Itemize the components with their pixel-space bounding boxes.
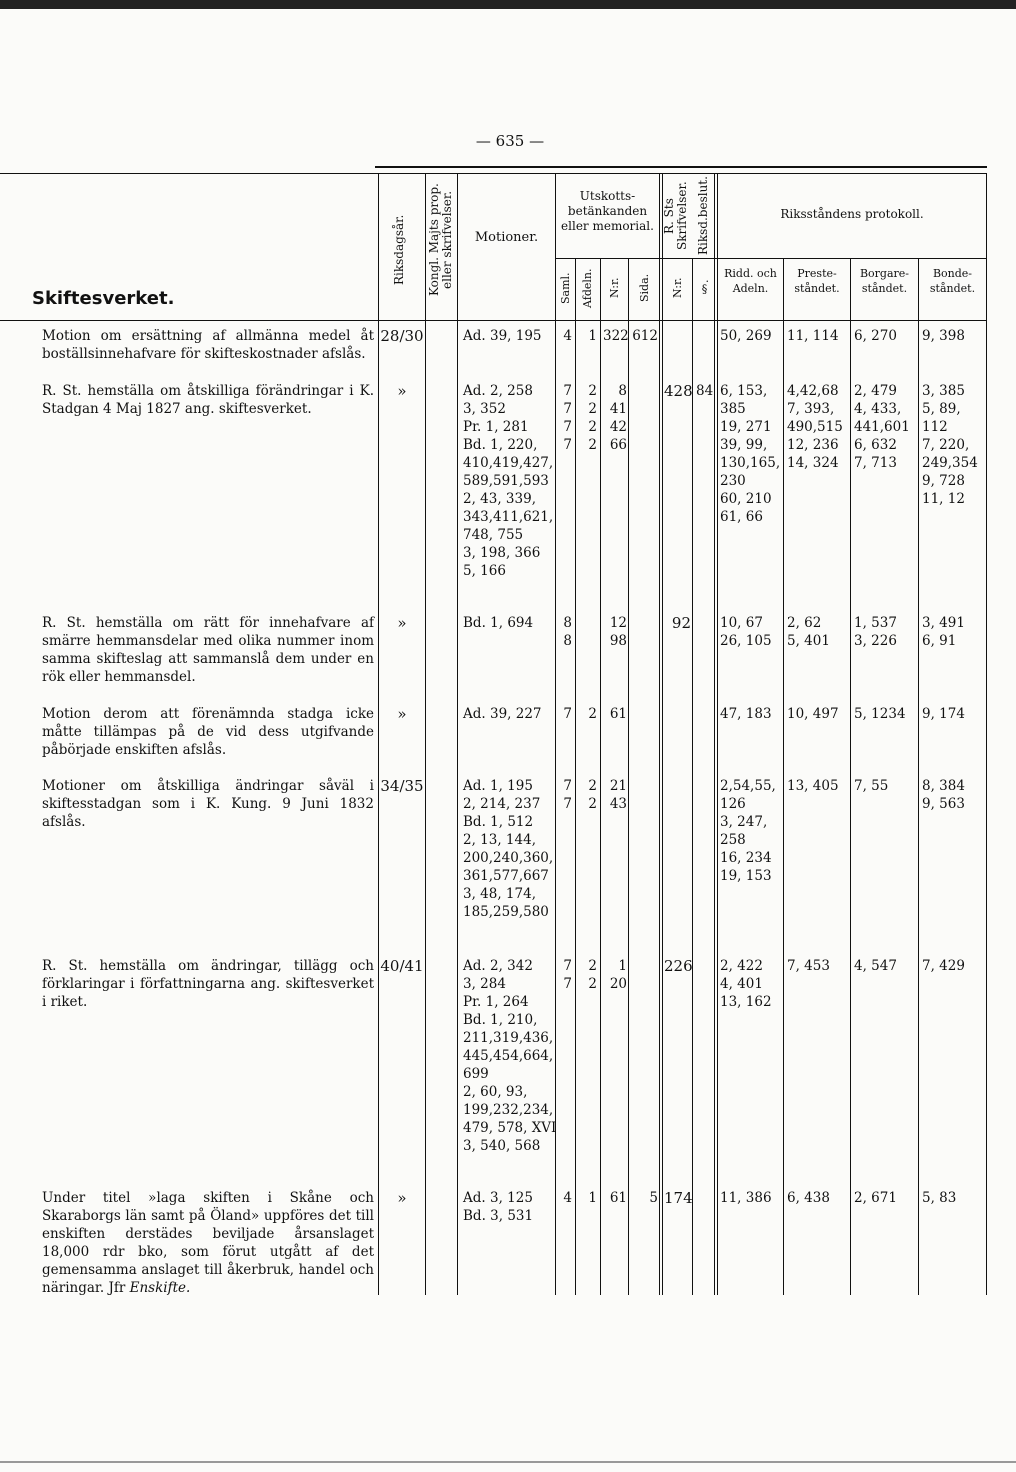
row-motion-ref: 699 [463,1066,489,1082]
row-motion-ref: 3, 48, 174, [463,886,536,902]
row-motion-ref: 479, 578, XVI [463,1120,557,1136]
row-saml: 7 [563,419,572,435]
row-motion-ref: Bd. 1, 210, [463,1012,538,1028]
header-saml: Saml. [559,272,572,304]
row-para: 84 [696,383,714,399]
row-adeln-ref: 13, 162 [720,994,772,1010]
row-bond-ref: 9, 563 [922,796,965,812]
row-prest-ref: 14, 324 [787,455,839,471]
row-bond-ref: 7, 220, [922,437,970,453]
row-motion-ref: Bd. 1, 220, [463,437,538,453]
row-nr: 322 [603,328,629,344]
header-kongl-props: Kongl. Majts prop. eller skrifvelser. [427,183,454,297]
row-riksdagsar: 34/35 [380,777,424,795]
header-para: §. [698,279,711,297]
row-adeln-ref: 4, 401 [720,976,763,992]
col-rule [575,258,576,1295]
row-riksdagsar: 40/41 [380,957,424,975]
row-saml: 7 [563,706,572,722]
row-afdeln: 2 [588,383,597,399]
row-motion-ref: 589,591,593 [463,473,549,489]
row-saml: 7 [563,383,572,399]
row-nr: 61 [609,706,627,722]
row-motion-ref: 2, 13, 144, [463,832,536,848]
header-bottom-rule [0,320,987,321]
row-borg-ref: 1, 537 [854,615,897,631]
row-motion-ref: 3, 284 [463,976,506,992]
rsts-sub-rule [662,258,717,259]
row-prest-ref: 12, 236 [787,437,839,453]
col-rule [662,173,663,1295]
row-bond-ref: 7, 429 [922,958,965,974]
row-nr: 61 [609,1190,627,1206]
header-protokoll: Riksståndens protokoll. [780,207,924,221]
row-adeln-ref: 2,54,55, [720,778,776,794]
row-motion-ref: Ad. 2, 342 [463,958,533,974]
col-rule [986,173,987,1295]
header-bond: Bonde- ståndet. [929,267,976,295]
row-motion-ref: Bd. 3, 531 [463,1208,534,1224]
row-adeln-ref: 60, 210 [720,491,772,507]
row-afdeln: 2 [588,958,597,974]
row-motion-ref: Ad. 2, 258 [463,383,533,399]
row-adeln-ref: 47, 183 [720,706,772,722]
row-nr: 41 [609,401,627,417]
row-afdeln: 2 [588,706,597,722]
row-adeln-ref: 130,165, [720,455,781,471]
header-rsts: R. Sts Skrifvelser. [662,181,689,251]
row-description: Motion om ersättning af allmänna medel åt boställsinnehafvare för skifteskostnader afslås. [42,328,374,362]
row-saml: 7 [563,958,572,974]
row-rsts-nr: 226 [664,957,693,975]
row-adeln-ref: 385 [720,401,746,417]
row-prest-ref: 10, 497 [787,706,839,722]
header-prest: Preste- ståndet. [794,267,840,295]
row-motion-ref: Bd. 1, 512 [463,814,534,830]
row-saml: 7 [563,778,572,794]
header-riksdagsar: Riksdagsår. [392,214,406,286]
row-prest-ref: 7, 453 [787,958,830,974]
row-adeln-ref: 26, 105 [720,633,772,649]
section-title: Skiftesverket. [32,288,175,309]
row-adeln-ref: 6, 153, [720,383,768,399]
row-prest-ref: 5, 401 [787,633,830,649]
row-borg-ref: 7, 55 [854,778,889,794]
row-nr: 21 [609,778,627,794]
row-borg-ref: 6, 270 [854,328,897,344]
row-motion-ref: 3, 198, 366 [463,545,541,561]
row-adeln-ref: 230 [720,473,746,489]
page-number: — 635 — [475,132,545,150]
col-rule [600,258,601,1295]
row-saml: 7 [563,976,572,992]
row-bond-ref: 6, 91 [922,633,957,649]
row-riksdagsar: » [397,614,407,632]
row-borg-ref: 2, 671 [854,1190,897,1206]
row-motion-ref: Ad. 1, 195 [463,778,533,794]
row-saml: 4 [563,328,572,344]
row-nr: 42 [609,419,627,435]
row-motion-ref: 5, 166 [463,563,506,579]
row-nr: 66 [609,437,627,453]
row-adeln-ref: 11, 386 [720,1190,772,1206]
header-riksd-beslut: Riksd.beslut. [696,176,710,256]
row-bond-ref: 9, 174 [922,706,965,722]
row-motion-ref: Ad. 3, 125 [463,1190,533,1206]
utskott-sub-rule [555,258,662,259]
row-afdeln: 2 [588,437,597,453]
header-motioner: Motioner. [474,230,539,245]
row-bond-ref: 3, 385 [922,383,965,399]
scan-edge-bottom [0,1461,1016,1463]
col-rule [425,173,426,1295]
row-prest-ref: 2, 62 [787,615,822,631]
col-rule [783,258,784,1295]
row-motion-ref: 2, 43, 339, [463,491,536,507]
row-description: R. St. hemställa om åtskilliga förändringar i K. Stadgan 4 Maj 1827 ang. skiftesverket. [42,383,374,417]
row-prest-ref: 13, 405 [787,778,839,794]
row-bond-ref: 9, 398 [922,328,965,344]
row-motion-ref: 3, 540, 568 [463,1138,541,1154]
row-motion-ref: 185,259,580 [463,904,549,920]
row-description: Motion derom att förenämnda stadga icke måtte tillämpas på de vid dess utgifvande påbörjade enskiften afslås. [42,706,374,758]
col-rule [850,258,851,1295]
row-description: R. St. hemställa om ändringar, tillägg och förklaringar i författningarna ang. skiftesverket i riket. [42,958,374,1010]
row-adeln-ref: 50, 269 [720,328,772,344]
col-rule [717,173,718,1295]
row-motion-ref: 2, 60, 93, [463,1084,528,1100]
protokoll-sub-rule [717,258,987,259]
col-rule [378,173,379,1295]
row-motion-ref: Bd. 1, 694 [463,615,534,631]
row-adeln-ref: 61, 66 [720,509,763,525]
row-motion-ref: Ad. 39, 227 [463,706,542,722]
col-rule [714,173,715,1295]
row-afdeln: 1 [588,328,597,344]
header-nr2: N:r. [671,277,684,299]
row-adeln-ref: 39, 99, [720,437,768,453]
table-top-rule [375,166,987,168]
row-motion-ref: 445,454,664, [463,1048,554,1064]
col-rule [692,258,693,1295]
row-afdeln: 2 [588,401,597,417]
row-afdeln: 1 [588,1190,597,1206]
row-saml: 7 [563,796,572,812]
row-bond-ref: 3, 491 [922,615,965,631]
row-riksdagsar: 28/30 [380,327,424,345]
row-adeln-ref: 2, 422 [720,958,763,974]
row-borg-ref: 441,601 [854,419,910,435]
row-reference: Enskifte. [129,1280,191,1296]
row-saml: 8 [563,615,572,631]
header-borg: Borgare- ståndet. [859,267,910,295]
row-motion-ref: 748, 755 [463,527,524,543]
col-rule [918,258,919,1295]
header-ridd: Ridd. och Adeln. [724,267,777,295]
row-motion-ref: 3, 352 [463,401,506,417]
row-motion-ref: 211,319,436, [463,1030,554,1046]
row-motion-ref: 199,232,234, [463,1102,554,1118]
row-prest-ref: 11, 114 [787,328,839,344]
row-afdeln: 2 [588,419,597,435]
row-adeln-ref: 19, 153 [720,868,772,884]
row-borg-ref: 4, 433, [854,401,902,417]
row-borg-ref: 3, 226 [854,633,897,649]
row-description: Motioner om åtskilliga ändringar såväl i skiftesstadgan som i K. Kung. 9 Juni 1832 afslås. [42,778,374,830]
header-sida: Sida. [638,273,651,303]
row-bond-ref: 5, 83 [922,1190,957,1206]
row-borg-ref: 6, 632 [854,437,897,453]
row-description: Under titel »laga skiften i Skåne och Skaraborgs län samt på Öland» uppföres det till enskiften derstädes beviljade årsanslaget 18,000 rdr bko, som förut utgått af det gemensamma anslaget till åkerbruk, handel och näringar. Jfr Enskifte. [42,1190,374,1296]
row-nr: 8 [618,383,627,399]
row-borg-ref: 2, 479 [854,383,897,399]
row-adeln-ref: 16, 234 [720,850,772,866]
header-afdeln: Afdeln. [581,268,594,308]
row-adeln-ref: 126 [720,796,746,812]
row-motion-ref: Pr. 1, 281 [463,419,529,435]
row-saml: 4 [563,1190,572,1206]
row-adeln-ref: 258 [720,832,746,848]
row-motion-ref: 361,577,667 [463,868,549,884]
row-saml: 7 [563,437,572,453]
row-afdeln: 2 [588,976,597,992]
table-top-rule-inner [0,173,987,174]
row-bond-ref: 9, 728 [922,473,965,489]
row-bond-ref: 249,354 [922,455,978,471]
row-sida: 612 [632,328,658,344]
row-adeln-ref: 19, 271 [720,419,772,435]
col-rule [628,258,629,1295]
row-prest-ref: 7, 393, [787,401,835,417]
row-rsts-nr: 428 [664,382,693,400]
row-afdeln: 2 [588,778,597,794]
row-riksdagsar: » [397,705,407,723]
row-afdeln: 2 [588,796,597,812]
row-adeln-ref: 10, 67 [720,615,763,631]
row-prest-ref: 6, 438 [787,1190,830,1206]
row-motion-ref: Ad. 39, 195 [463,328,542,344]
row-prest-ref: 490,515 [787,419,843,435]
row-motion-ref: 343,411,621, [463,509,554,525]
row-nr: 43 [609,796,627,812]
row-motion-ref: 2, 214, 237 [463,796,541,812]
row-bond-ref: 5, 89, [922,401,961,417]
row-borg-ref: 7, 713 [854,455,897,471]
row-nr: 12 [609,615,627,631]
row-borg-ref: 4, 547 [854,958,897,974]
row-riksdagsar: » [397,1189,407,1207]
row-nr: 20 [609,976,627,992]
col-rule [659,173,660,1295]
row-motion-ref: 410,419,427, [463,455,554,471]
row-prest-ref: 4,42,68 [787,383,839,399]
row-reference-prefix: Jfr [104,1280,130,1296]
row-sida: 5 [649,1190,658,1206]
row-riksdagsar: » [397,382,407,400]
header-nr: N:r. [608,277,621,299]
row-rsts-nr: 174 [664,1189,693,1207]
row-saml: 7 [563,401,572,417]
row-motion-ref: Pr. 1, 264 [463,994,529,1010]
row-bond-ref: 112 [922,419,948,435]
row-nr: 1 [618,958,627,974]
scan-edge [0,0,1016,9]
header-utskott: Utskotts- betänkanden eller memorial. [561,189,654,233]
row-saml: 8 [563,633,572,649]
row-bond-ref: 8, 384 [922,778,965,794]
row-bond-ref: 11, 12 [922,491,965,507]
row-motion-ref: 200,240,360, [463,850,554,866]
row-rsts-nr: 92 [671,614,691,632]
row-description: R. St. hemställa om rätt för innehafvare af smärre hemmansdelar med olika nummer inom samma skifteslag att sammanslå dem under en rök eller hemmansdel. [42,615,374,685]
row-borg-ref: 5, 1234 [854,706,906,722]
row-nr: 98 [609,633,627,649]
col-rule [457,173,458,1295]
row-adeln-ref: 3, 247, [720,814,768,830]
